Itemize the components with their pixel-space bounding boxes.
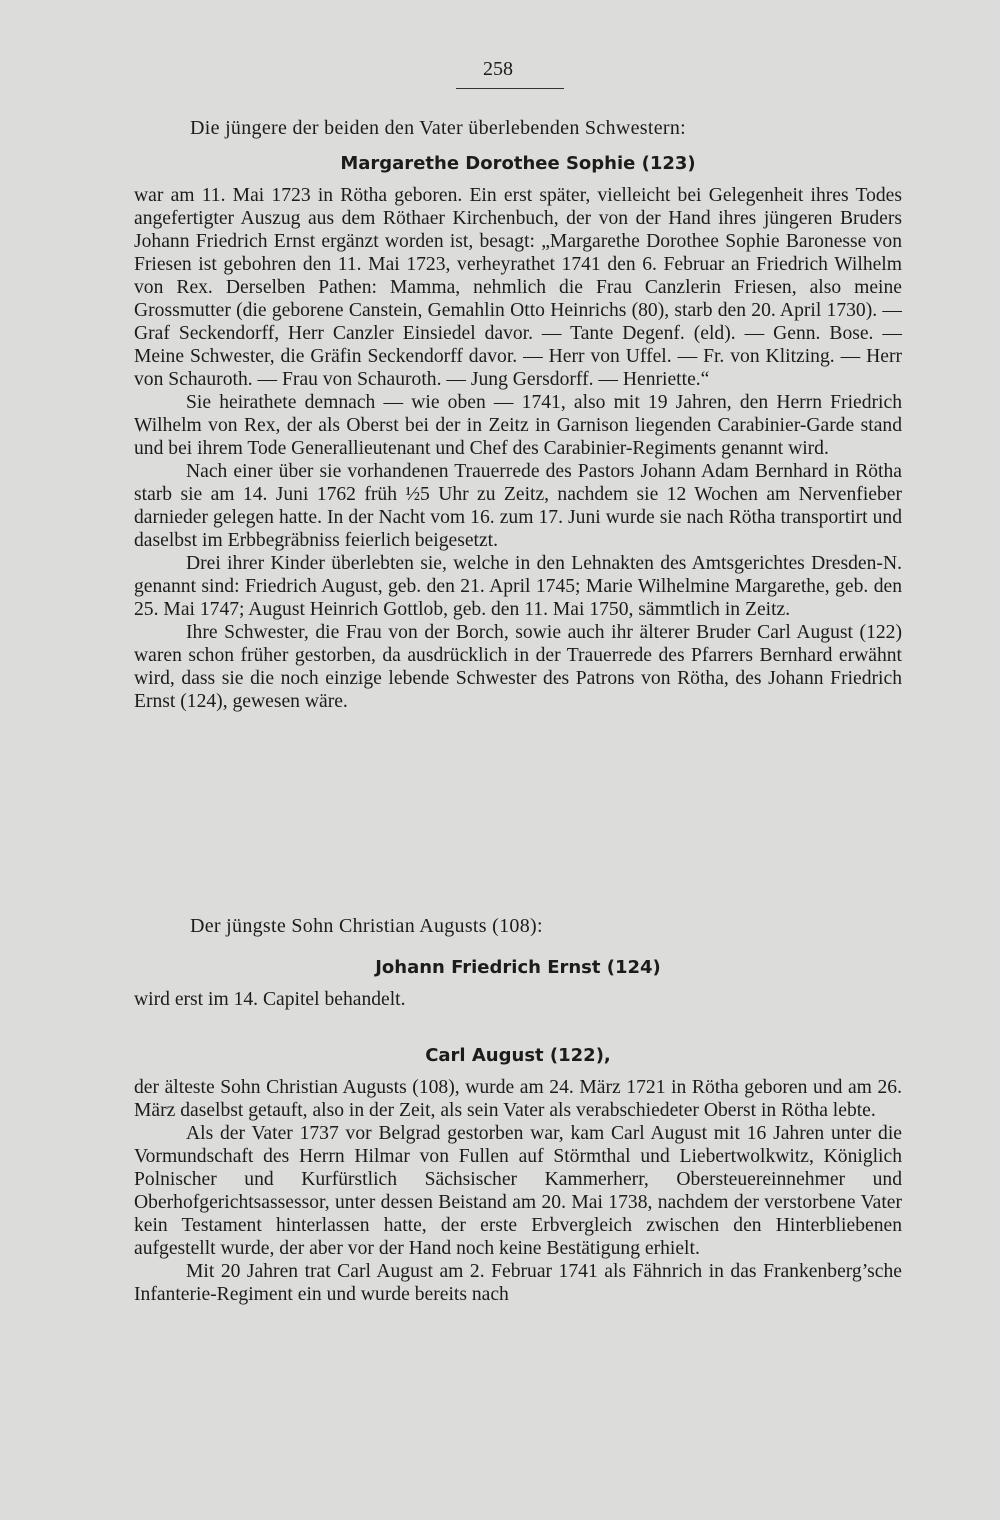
- section1-heading: Margarethe Dorothee Sophie (123): [340, 153, 696, 174]
- paragraph: Nach einer über sie vorhandenen Trauerrede des Pastors Johann Adam Bernhard in Rötha starb sie am 14. Juni 1762 früh ½5 Uhr zu Zeitz, nachdem sie 12 Wochen am Nervenfieber darnieder gelegen hatte. In der Nacht vom 16. zum 17. Juni wurde sie nach Rötha transportirt und daselbst im Erbbegräbniss feierlich beigesetzt.: [134, 461, 902, 551]
- paragraph: Drei ihrer Kinder überlebten sie, welche in den Lehnakten des Amtsgerichtes Dresden-N. genannt sind: Friedrich August, geb. den 21. April 1745; Marie Wilhelmine Margarethe, geb. den 25. Mai 1747; August Heinrich Gottlob, geb. den 11. Mai 1750, sämmtlich in Zeitz.: [134, 553, 902, 620]
- paragraph: Mit 20 Jahren trat Carl August am 2. Februar 1741 als Fähnrich in das Frankenberg’sche Infanterie-Regiment ein und wurde bereits nach: [134, 1261, 902, 1305]
- paragraph: Ihre Schwester, die Frau von der Borch, sowie auch ihr älterer Bruder Carl August (122) waren schon früher gestorben, da ausdrücklich in der Trauerrede des Pfarrers Bernhard erwähnt wird, dass sie die noch einzige lebende Schwester des Patrons von Rötha, des Johann Friedrich Ernst (124), gewesen wäre.: [134, 622, 902, 712]
- section1-intro: Die jüngere der beiden den Vater überlebenden Schwestern:: [190, 117, 686, 139]
- paragraph: war am 11. Mai 1723 in Rötha geboren. Ein erst später, vielleicht bei Gelegenheit ihres Todes angefertigter Auszug aus dem Röthaer Kirchenbuch, der von der Hand ihres jüngeren Bruders Johann Friedrich Ernst ergänzt worden ist, besagt: „Margarethe Dorothee Sophie Baronesse von Friesen ist gebohren den 11. Mai 1723, verheyrathet 1741 den 6. Februar an Friedrich Wilhelm von Rex. Derselben Pathen: Mamma, nehmlich die Frau Canzlerin Friesen, also meine Grossmutter (die geborene Canstein, Gemahlin Otto Heinrichs (80), starb den 20. April 1730). — Graf Seckendorff, Herr Canzler Einsiedel davor. — Tante Degenf. (eld). — Genn. Bose. — Meine Schwester, die Gräfin Seckendorff davor. — Herr von Uffel. — Fr. von Klitzing. — Herr von Schauroth. — Frau von Schauroth. — Jung Gersdorff. — Henriette.“: [134, 185, 902, 390]
- section3-heading: Carl August (122),: [425, 1045, 611, 1066]
- page-number: 258: [483, 58, 513, 80]
- paragraph: Sie heirathete demnach — wie oben — 1741, also mit 19 Jahren, den Herrn Friedrich Wilhelm von Rex, der als Oberst bei der in Zeitz in Garnison liegenden Carabinier-Garde stand und bei ihrem Tode Generallieutenant und Chef des Carabinier-Regiments genannt wird.: [134, 392, 902, 459]
- paragraph: wird erst im 14. Capitel behandelt.: [134, 989, 406, 1010]
- paragraph: Als der Vater 1737 vor Belgrad gestorben war, kam Carl August mit 16 Jahren unter die Vormundschaft des Herrn Hilmar von Fullen auf Störmthal und Liebertwolkwitz, Königlich Polnischer und Kurfürstlich Sächsischer Kammerherr, Obersteuereinnehmer und Oberhofgerichtsassessor, unter dessen Beistand am 20. Mai 1738, nachdem der verstorbene Vater kein Testament hinterlassen hatte, der erste Erbvergleich zwischen den Hinterbliebenen aufgestellt wurde, der aber vor der Hand noch keine Bestätigung erhielt.: [134, 1123, 902, 1259]
- section2-body: [134, 988, 902, 1011]
- section2-intro: Der jüngste Sohn Christian Augusts (108):: [190, 915, 543, 937]
- section3-body: [134, 1076, 902, 1306]
- header-rule: [456, 88, 564, 89]
- paragraph: der älteste Sohn Christian Augusts (108), wurde am 24. März 1721 in Rötha geboren und am 26. März daselbst getauft, also in der Zeit, als sein Vater als verabschiedeter Oberst in Rötha lebte.: [134, 1077, 902, 1121]
- section1-body: [134, 184, 902, 713]
- section2-heading: Johann Friedrich Ernst (124): [375, 957, 661, 978]
